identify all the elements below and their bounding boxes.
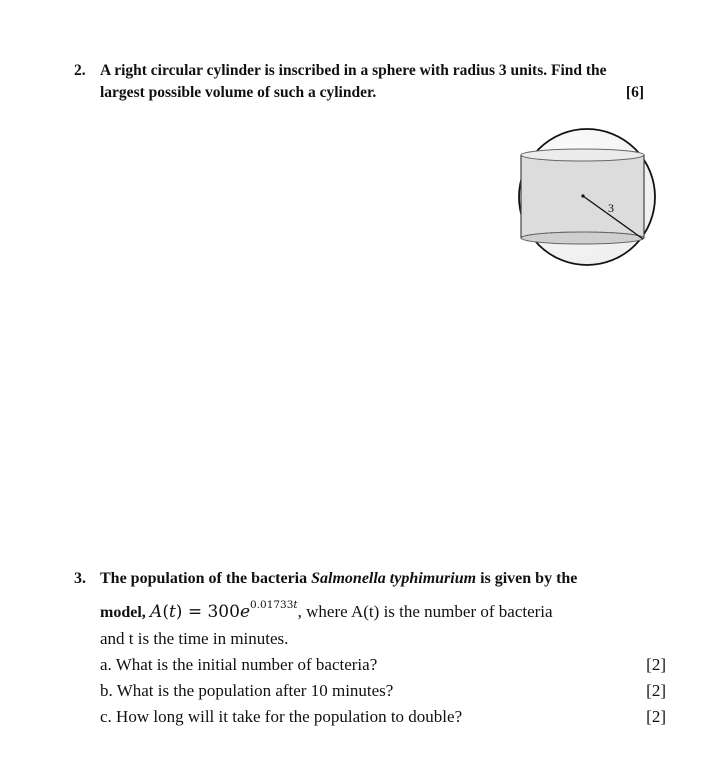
question-2-line-2: largest possible volume of such a cylinder.	[100, 84, 377, 101]
formula-eq: = 300	[182, 602, 240, 622]
part-c-marks: [2]	[646, 707, 666, 726]
question-3-model	[100, 592, 674, 626]
exponent-t: t	[293, 599, 298, 611]
part-a-marks: [2]	[646, 655, 666, 674]
model-formula: $A(t) = 300e^{0.01733t}$	[150, 599, 298, 622]
cylinder-in-sphere-figure	[513, 120, 659, 276]
sphere-center	[581, 194, 584, 197]
part-a-text: a. What is the initial number of bacteria?	[100, 655, 378, 674]
intro-after: is given by the	[476, 570, 578, 587]
exponent-value: 0.01733	[250, 599, 294, 611]
formula-A: A	[150, 602, 163, 622]
part-b-marks: [2]	[646, 681, 666, 700]
question-3-intro	[100, 566, 674, 592]
formula-e: e	[239, 602, 250, 622]
question-2-number: 2.	[74, 62, 86, 79]
question-2-text	[100, 60, 654, 104]
formula-exponent	[250, 599, 298, 611]
question-2-line-1: A right circular cylinder is inscribed in a sphere with radius 3 units. Find the	[100, 62, 607, 79]
question-3-line-3: and t is the time in minutes.	[100, 629, 289, 648]
part-b-text: b. What is the population after 10 minutes?	[100, 681, 394, 700]
question-2-marks: [6]	[625, 84, 644, 101]
part-c-text: c. How long will it take for the population to double?	[100, 707, 463, 726]
cylinder-top	[521, 149, 644, 161]
question-3	[74, 566, 674, 730]
part-c	[100, 704, 666, 730]
intro-before: The population of the bacteria	[100, 570, 312, 587]
question-3-number: 3.	[74, 570, 86, 587]
model-after: , where A(t) is the number of bacteria	[297, 602, 553, 621]
species-name: Salmonella typhimurium	[311, 570, 477, 587]
part-a	[100, 652, 666, 678]
part-b	[100, 678, 666, 704]
question-2	[74, 60, 654, 104]
model-label: model,	[100, 604, 146, 621]
radius-label: 3	[608, 201, 614, 215]
formula-t: t	[168, 602, 176, 622]
